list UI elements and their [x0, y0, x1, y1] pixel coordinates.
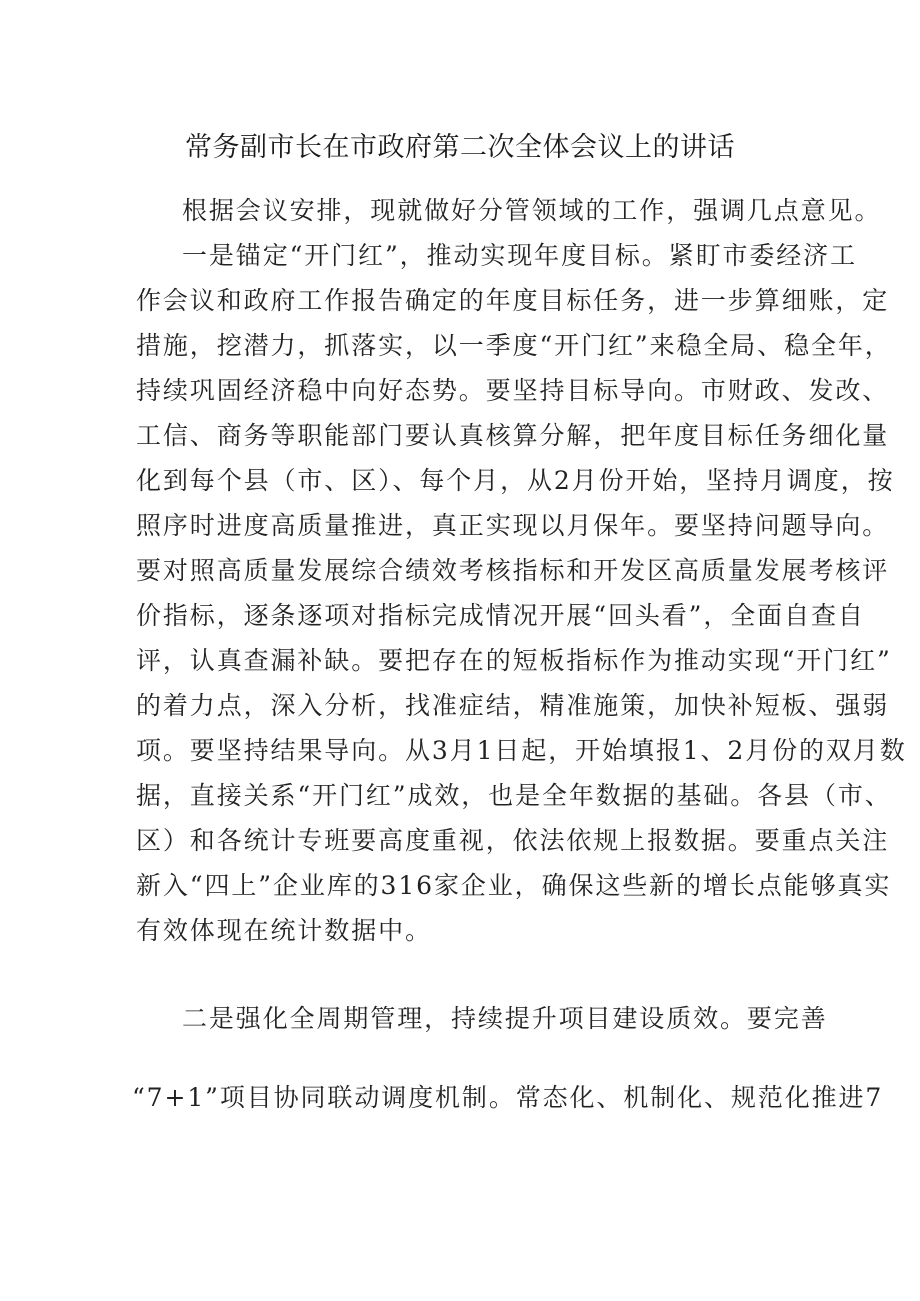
paragraph-line: 要对照高质量发展综合绩效考核指标和开发区高质量发展考核评 — [136, 556, 890, 585]
paragraph-line: 根据会议安排，现就做好分管领域的工作，强调几点意见。 — [182, 196, 882, 225]
paragraph-line: 作会议和政府工作报告确定的年度目标任务，进一步算细账，定 — [136, 286, 890, 315]
paragraph-line: 有效体现在统计数据中。 — [136, 916, 432, 945]
paragraph-line: “7+1”项目协同联动调度机制。常态化、机制化、规范化推进7 — [132, 1083, 884, 1112]
paragraph-line: 评，认真查漏补缺。要把存在的短板指标作为推动实现“开门红” — [136, 646, 892, 675]
paragraph-line: 项。要坚持结果导向。从3月1日起，开始填报1、2月份的双月数 — [136, 736, 907, 765]
paragraph-line: 照序时进度高质量推进，真正实现以月保年。要坚持问题导向。 — [136, 511, 890, 540]
paragraph-line: 价指标，逐条逐项对指标完成情况开展“回头看”，全面自查自 — [136, 601, 865, 630]
paragraph-line: 一是锚定“开门红”，推动实现年度目标。紧盯市委经济工 — [182, 241, 857, 270]
paragraph-line: 措施，挖潜力，抓落实，以一季度“开门红”来稳全局、稳全年， — [136, 331, 892, 360]
paragraph-line: 的着力点，深入分析，找准症结，精准施策，加快补短板、强弱 — [136, 691, 890, 720]
paragraph-line: 化到每个县（市、区）、每个月，从2月份开始，坚持月调度，按 — [136, 466, 895, 495]
paragraph-line: 持续巩固经济稳中向好态势。要坚持目标导向。市财政、发改、 — [136, 376, 890, 405]
paragraph-line: 工信、商务等职能部门要认真核算分解，把年度目标任务细化量 — [136, 421, 890, 450]
paragraph-line: 新入“四上”企业库的316家企业，确保这些新的增长点能够真实 — [136, 871, 892, 900]
paragraph-line: 二是强化全周期管理，持续提升项目建设质效。要完善 — [182, 1004, 828, 1033]
paragraph-line: 据，直接关系“开门红”成效，也是全年数据的基础。各县（市、 — [136, 781, 892, 810]
page-title: 常务副市长在市政府第二次全体会议上的讲话 — [185, 132, 735, 163]
paragraph-line: 区）和各统计专班要高度重视，依法依规上报数据。要重点关注 — [136, 826, 890, 855]
